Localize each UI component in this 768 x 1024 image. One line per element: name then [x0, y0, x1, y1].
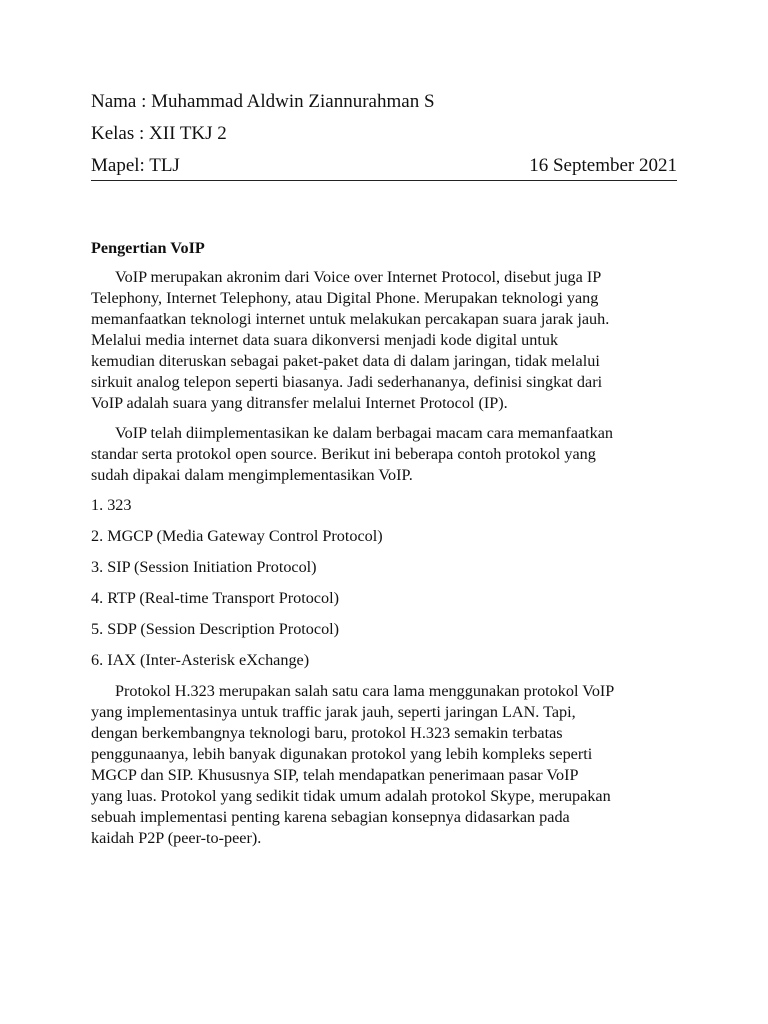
paragraph-line: penggunaanya, lebih banyak digunakan protokol yang lebih kompleks seperti	[91, 745, 593, 763]
paragraph-line: sudah dipakai dalam mengimplementasikan VoIP.	[91, 466, 413, 484]
paragraph-line: yang implementasinya untuk traffic jarak jauh, seperti jaringan LAN. Tapi,	[91, 703, 576, 721]
protocol-list-item: 3. SIP (Session Initiation Protocol)	[91, 558, 317, 576]
protocol-list-item: 6. IAX (Inter-Asterisk eXchange)	[91, 651, 310, 669]
student-name: Nama : Muhammad Aldwin Ziannurahman S	[91, 91, 435, 112]
document-body	[91, 238, 677, 858]
paragraph-voip-definition	[91, 267, 677, 414]
paragraph-h323	[91, 681, 677, 849]
paragraph-line: sebuah implementasi penting karena sebagian konsepnya didasarkan pada	[91, 808, 570, 826]
document-date: 16 September 2021	[529, 155, 677, 176]
subject-label: Mapel: TLJ	[91, 155, 180, 176]
protocol-list-item: 2. MGCP (Media Gateway Control Protocol)	[91, 527, 383, 545]
protocol-list-item: 5. SDP (Session Description Protocol)	[91, 620, 340, 638]
paragraph-line: Telephony, Internet Telephony, atau Digital Phone. Merupakan teknologi yang	[91, 289, 599, 307]
protocol-list-item: 4. RTP (Real-time Transport Protocol)	[91, 589, 339, 607]
paragraph-line: kaidah P2P (peer-to-peer).	[91, 829, 262, 847]
protocol-list	[91, 495, 677, 671]
paragraph-line: dengan berkembangnya teknologi baru, protokol H.323 semakin terbatas	[91, 724, 563, 742]
paragraph-line: yang luas. Protokol yang sedikit tidak umum adalah protokol Skype, merupakan	[91, 787, 611, 805]
paragraph-line: Melalui media internet data suara dikonversi menjadi kode digital untuk	[91, 331, 559, 349]
paragraph-line: sirkuit analog telepon seperti biasanya. Jadi sederhananya, definisi singkat dari	[91, 373, 603, 391]
header-divider	[91, 180, 677, 181]
paragraph-line: MGCP dan SIP. Khususnya SIP, telah mendapatkan penerimaan pasar VoIP	[91, 766, 579, 784]
paragraph-line: standar serta protokol open source. Berikut ini beberapa contoh protokol yang	[91, 445, 596, 463]
paragraph-line: VoIP merupakan akronim dari Voice over Internet Protocol, disebut juga IP	[115, 268, 602, 286]
paragraph-line: Protokol H.323 merupakan salah satu cara lama menggunakan protokol VoIP	[115, 682, 615, 700]
document-header	[91, 88, 677, 184]
student-class: Kelas : XII TKJ 2	[91, 123, 227, 144]
paragraph-line: memanfaatkan teknologi internet untuk melakukan percakapan suara jarak jauh.	[91, 310, 610, 328]
paragraph-voip-implementation	[91, 423, 677, 486]
protocol-list-item: 1. 323	[91, 496, 132, 514]
paragraph-line: VoIP telah diimplementasikan ke dalam berbagai macam cara memanfaatkan	[115, 424, 614, 442]
section-title: Pengertian VoIP	[91, 239, 205, 257]
paragraph-line: kemudian diteruskan sebagai paket-paket data di dalam jaringan, tidak melalui	[91, 352, 600, 370]
paragraph-line: VoIP adalah suara yang ditransfer melalui Internet Protocol (IP).	[91, 394, 508, 412]
